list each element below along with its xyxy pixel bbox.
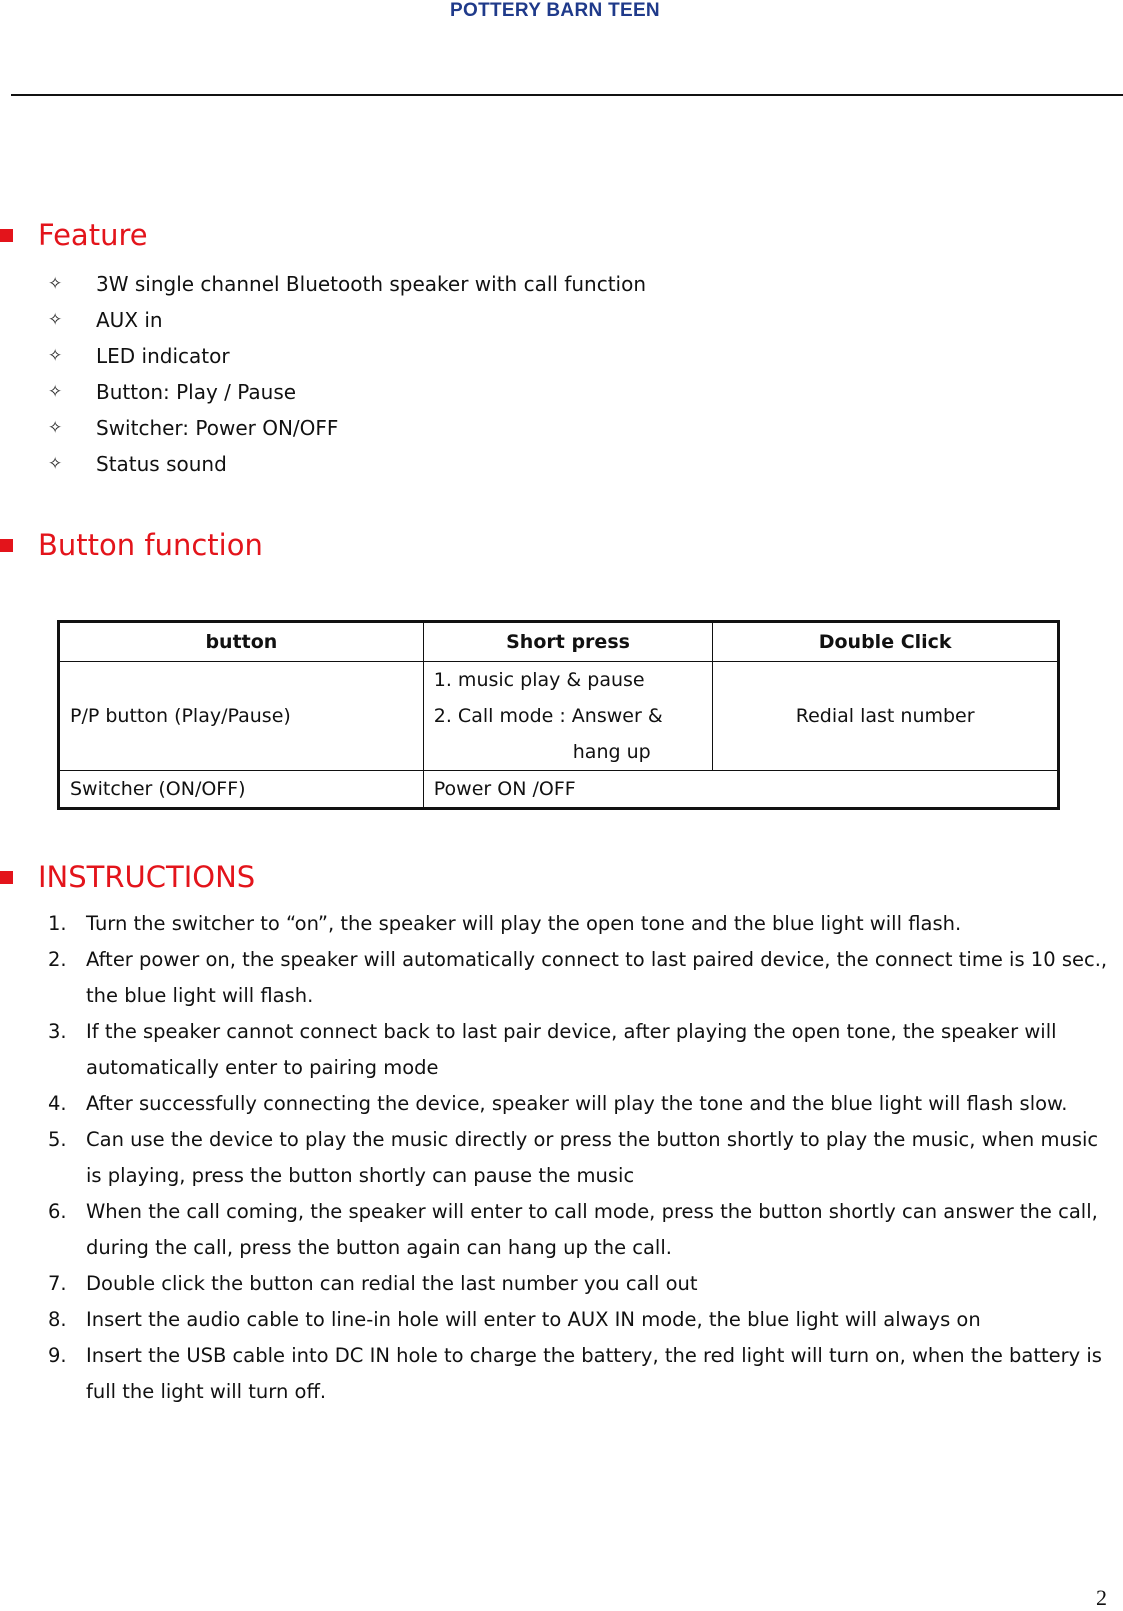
button-function-title: Button function [38, 528, 263, 562]
feature-list [48, 266, 646, 482]
instructions-list [48, 906, 1108, 1410]
list-item [48, 942, 1108, 1014]
item-number: 4. [48, 1092, 67, 1115]
item-number: 7. [48, 1272, 67, 1295]
table-row [59, 771, 1059, 809]
feature-item-text: AUX in [96, 308, 163, 332]
short-press-line: 1. music play & pause [433, 669, 645, 691]
item-text: Double click the button can redial the last number you call out [86, 1272, 698, 1295]
item-text: When the call coming, the speaker will enter to call mode, press the button shortly can answer the call, during the call, press the button again can hang up the call. [86, 1200, 1098, 1259]
star-bullet-icon: ✧ [48, 382, 63, 402]
short-press-line: 2. Call mode : Answer & [433, 705, 663, 727]
item-text: After successfully connecting the device, speaker will play the tone and the blue light will flash slow. [86, 1092, 1068, 1115]
list-item [48, 1266, 1108, 1302]
item-number: 1. [48, 912, 67, 935]
square-bullet-icon [0, 871, 13, 884]
feature-item-text: LED indicator [96, 344, 230, 368]
list-item [48, 266, 646, 302]
list-item [48, 1122, 1108, 1194]
item-text: Insert the audio cable to line-in hole will enter to AUX IN mode, the blue light will always on [86, 1308, 981, 1331]
page-number: 2 [1096, 1585, 1107, 1610]
cell-button-name: Switcher (ON/OFF) [59, 771, 424, 809]
cell-double-click: Redial last number [713, 662, 1059, 771]
list-item [48, 1302, 1108, 1338]
square-bullet-icon [0, 229, 13, 242]
star-bullet-icon: ✧ [48, 346, 63, 366]
button-function-heading [0, 528, 263, 562]
feature-item-text: Button: Play / Pause [96, 380, 297, 404]
instructions-title: INSTRUCTIONS [38, 860, 256, 894]
list-item [48, 302, 646, 338]
list-item [48, 1014, 1108, 1086]
item-number: 5. [48, 1128, 67, 1151]
feature-heading [0, 218, 148, 252]
feature-title: Feature [38, 218, 148, 252]
list-item [48, 1338, 1108, 1410]
item-text: Insert the USB cable into DC IN hole to charge the battery, the red light will turn on, when the battery is full the light will turn off. [86, 1344, 1102, 1403]
feature-item-text: Switcher: Power ON/OFF [96, 416, 339, 440]
cell-short-press: Power ON /OFF [423, 771, 1058, 809]
list-item [48, 338, 646, 374]
item-number: 6. [48, 1200, 67, 1223]
item-number: 2. [48, 948, 67, 971]
star-bullet-icon: ✧ [48, 310, 63, 330]
star-bullet-icon: ✧ [48, 418, 63, 438]
table-header-row [59, 622, 1059, 662]
star-bullet-icon: ✧ [48, 454, 63, 474]
short-press-line: hang up [572, 741, 651, 763]
item-text: Can use the device to play the music directly or press the button shortly to play the music, when music is playing, press the button shortly can pause the music [86, 1128, 1099, 1187]
header-short-press: Short press [423, 622, 713, 662]
item-text: Turn the switcher to “on”, the speaker will play the open tone and the blue light will flash. [86, 912, 962, 935]
header-brand: POTTERY BARN TEEN [450, 0, 660, 21]
table-row [59, 662, 1059, 771]
header-button: button [59, 622, 424, 662]
list-item [48, 1194, 1108, 1266]
star-bullet-icon: ✧ [48, 274, 63, 294]
square-bullet-icon [0, 539, 13, 552]
list-item [48, 374, 646, 410]
item-text: After power on, the speaker will automatically connect to last paired device, the connect time is 10 sec., the blue light will flash. [86, 948, 1108, 1007]
item-text: If the speaker cannot connect back to last pair device, after playing the open tone, the speaker will automatically enter to pairing mode [86, 1020, 1057, 1079]
feature-item-text: 3W single channel Bluetooth speaker with call function [96, 272, 647, 296]
item-number: 9. [48, 1344, 67, 1367]
instructions-heading [0, 860, 255, 894]
cell-button-name: P/P button (Play/Pause) [59, 662, 424, 771]
feature-item-text: Status sound [96, 452, 227, 476]
header-divider [11, 94, 1123, 96]
list-item [48, 1086, 1108, 1122]
list-item [48, 446, 646, 482]
list-item [48, 410, 646, 446]
button-function-table [57, 620, 1060, 810]
item-number: 3. [48, 1020, 67, 1043]
header-double-click: Double Click [713, 622, 1059, 662]
cell-short-press [423, 662, 713, 771]
list-item [48, 906, 1108, 942]
item-number: 8. [48, 1308, 67, 1331]
